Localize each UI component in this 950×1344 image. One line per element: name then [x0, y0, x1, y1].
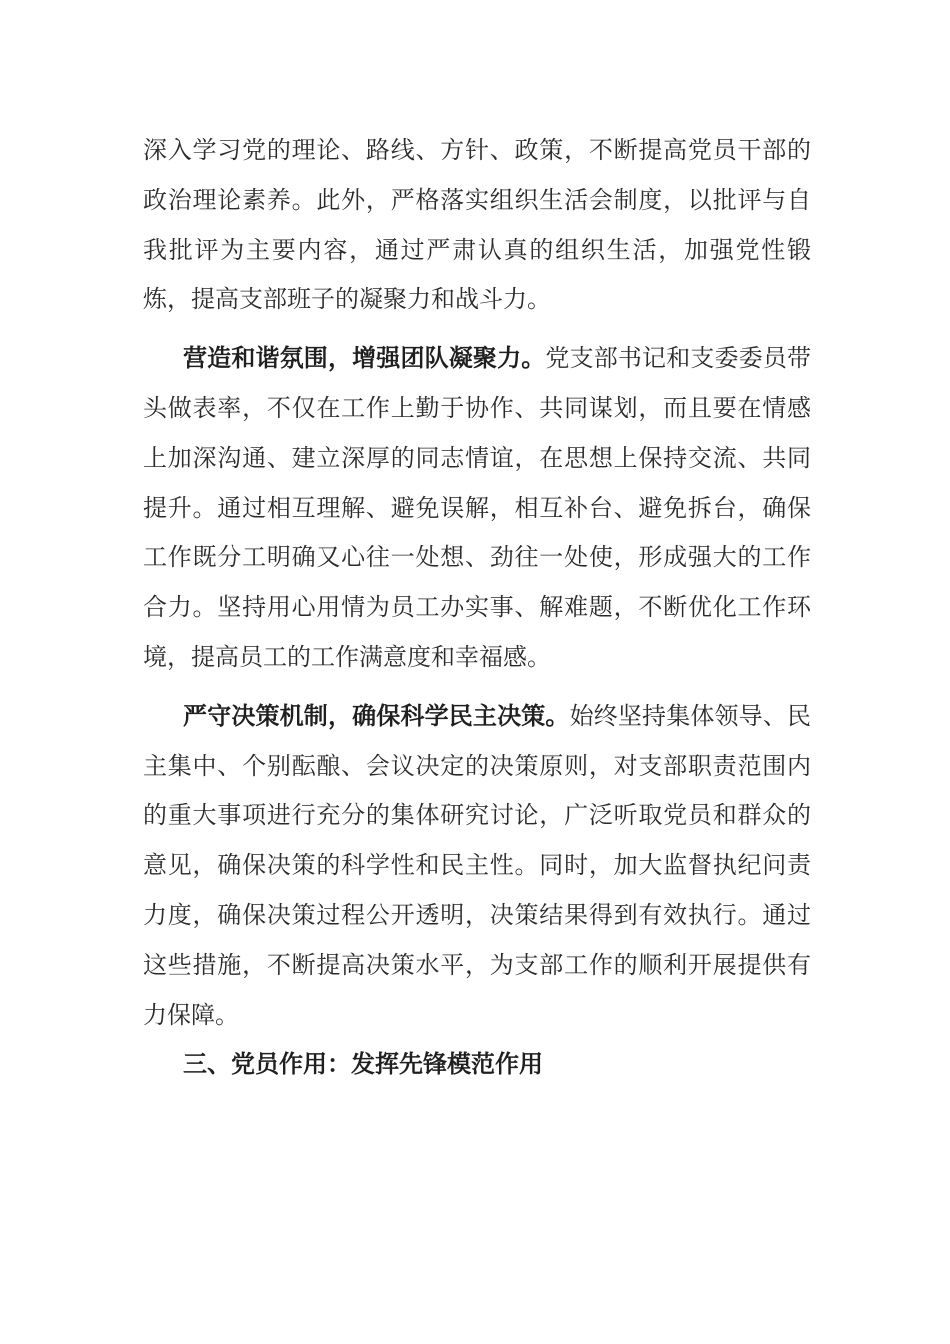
paragraph-lead-heading: 营造和谐氛围，增强团队凝聚力。	[183, 344, 546, 373]
paragraph-text: 党支部书记和支委委员带头做表率，不仅在工作上勤于协作、共同谋划，而且要在情感上加深沟通、建立深厚的同志情谊，在思想上保持交流、共同提升。通过相互理解、避免误解，相互补台、避免拆台，确保工作既分工明确又心往一处想、劲往一处使，形成强大的工作合力。坚持用心用情为员工办实事、解难题，不断优化工作环境，提高员工的工作满意度和幸福感。	[143, 344, 812, 671]
paragraph-continuation	[143, 126, 811, 325]
section-heading: 三、党员作用：发挥先锋模范作用	[183, 1050, 543, 1079]
paragraph-decision-mechanism	[143, 692, 811, 1041]
paragraph-team-cohesion	[143, 334, 811, 683]
paragraph-text: 始终坚持集体领导、民主集中、个别酝酿、会议决定的决策原则，对支部职责范围内的重大事项进行充分的集体研究讨论，广泛听取党员和群众的意见，确保决策的科学性和民主性。同时，加大监督执纪问责力度，确保决策过程公开透明，决策结果得到有效执行。通过这些措施，不断提高决策水平，为支部工作的顺利开展提供有力保障。	[143, 701, 812, 1029]
paragraph-text: 深入学习党的理论、路线、方针、政策，不断提高党员干部的政治理论素养。此外，严格落实组织生活会制度，以批评与自我批评为主要内容，通过严肃认真的组织生活，加强党性锻炼，提高支部班子的凝聚力和战斗力。	[143, 136, 811, 314]
paragraph-lead-heading: 严守决策机制，确保科学民主决策。	[183, 701, 570, 730]
document-body	[143, 126, 811, 1090]
